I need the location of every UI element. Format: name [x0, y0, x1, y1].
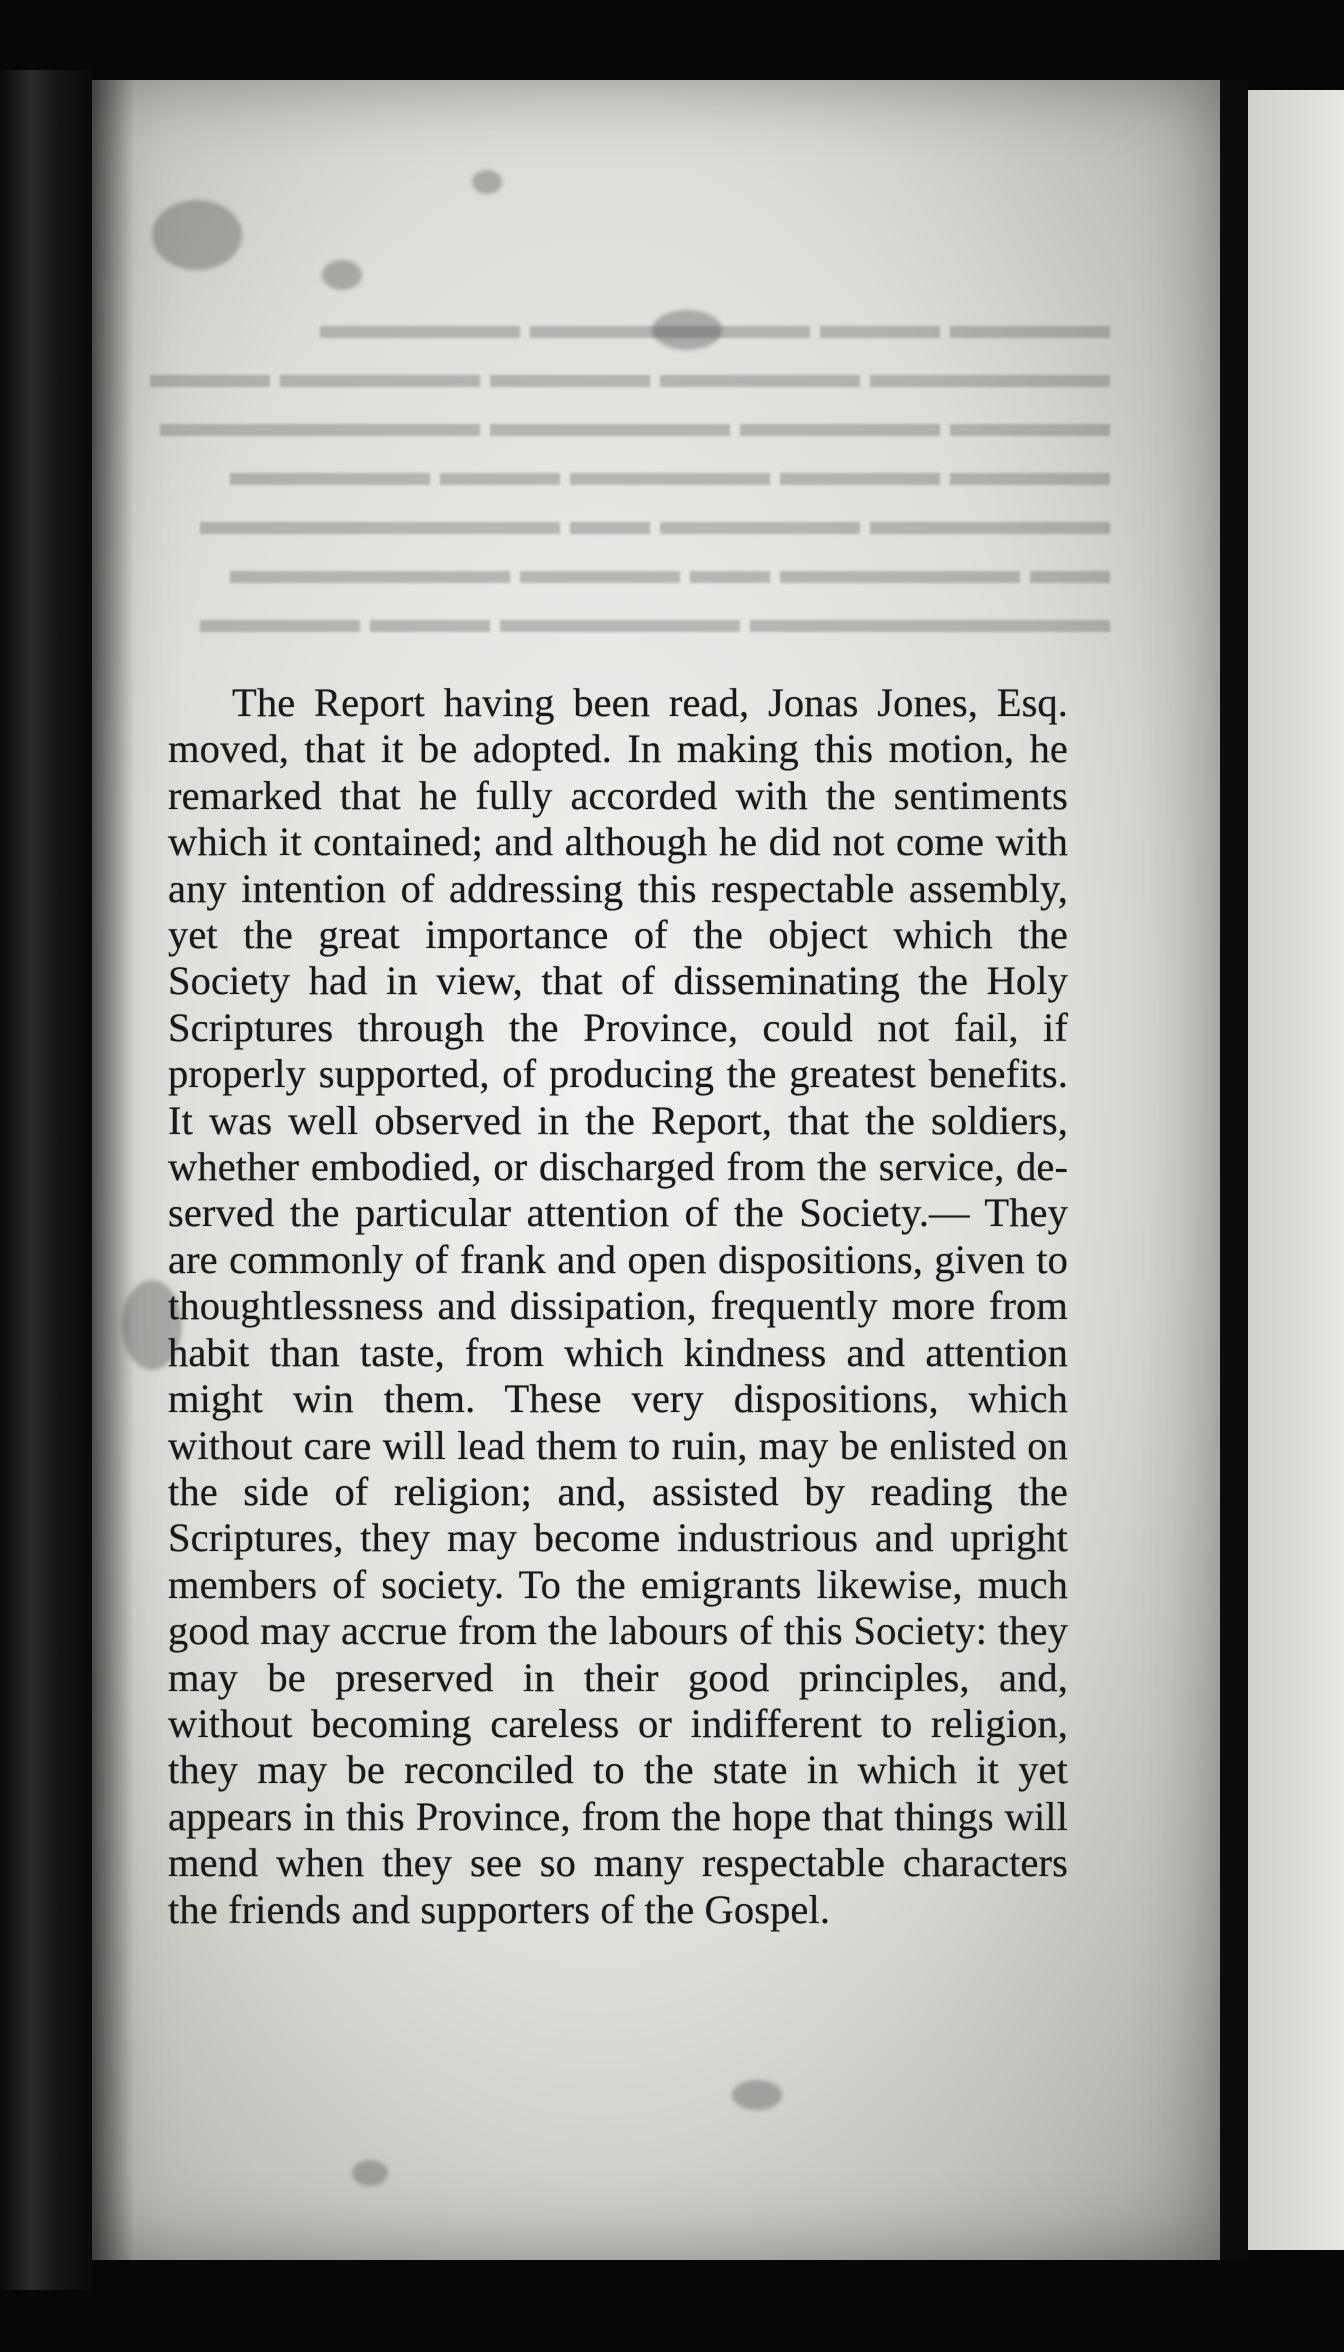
foxing-spot — [152, 200, 242, 270]
book-spine — [0, 70, 92, 2290]
foxing-spot — [732, 2080, 782, 2110]
page-gutter — [1220, 80, 1248, 2260]
foxing-spot — [352, 2160, 388, 2186]
show-through-text: ▬▬▬▬ ▬▬▬ ▬▬▬▬▬▬▬ ▬▬▬▬▬ ▬▬▬▬▬▬ ▬▬▬▬▬ ▬▬▬▬ ▬▬▬▬▬ ▬▬▬ ▬▬▬▬ ▬▬▬▬▬ ▬▬▬▬▬▬ ▬▬▬▬▬▬▬▬ ▬▬▬▬ ▬▬▬▬ ▬▬▬▬▬ ▬▬▬ ▬▬▬▬▬ ▬▬▬▬▬▬ ▬▬▬▬▬ ▬▬ ▬▬▬▬▬▬▬▬▬ ▬▬ ▬▬▬▬▬▬ ▬▬ ▬▬▬▬ ▬▬▬▬▬▬▬ ▬▬▬▬▬▬▬▬▬ ▬▬▬▬▬▬ ▬▬▬ ▬▬▬▬ — [150, 302, 1110, 641]
foxing-spot — [322, 260, 362, 290]
facing-page-edge — [1248, 90, 1344, 2250]
body-paragraph: The Report having been read, Jonas Jones, Esq. moved, that it be adopted. In making this motion, he remarked that he fully accorded with the sentiments which it contained; and although he did not come with any intention of addressing this respectable assembly, yet the great importance of the object which the Society had in view, that of disseminating the Holy Scriptures through the Province, could not fail, if properly supported, of producing the greatest benefits. It was well observed in the Report, that the soldiers, whether embodied, or discharged from the service, deserved the particular attention of the Society.— They are commonly of frank and open dispositions, given to thoughtlessness and dissipation, frequently more from habit than taste, from which kindness and attention might win them. These very dispositions, which without care will lead them to ruin, may be enlisted on the side of religion; and, assisted by reading the Scriptures, they may become industrious and upright members of society. To the emigrants likewise, much good may accrue from the labours of this Society: they may be preserved in their good principles, and, without becoming careless or indifferent to religion, they may be reconciled to the state in which it yet appears in this Province, from the hope that things will mend when they see so many respectable characters the friends and supporters of the Gospel. — [168, 680, 1068, 1932]
foxing-spot — [472, 170, 502, 194]
